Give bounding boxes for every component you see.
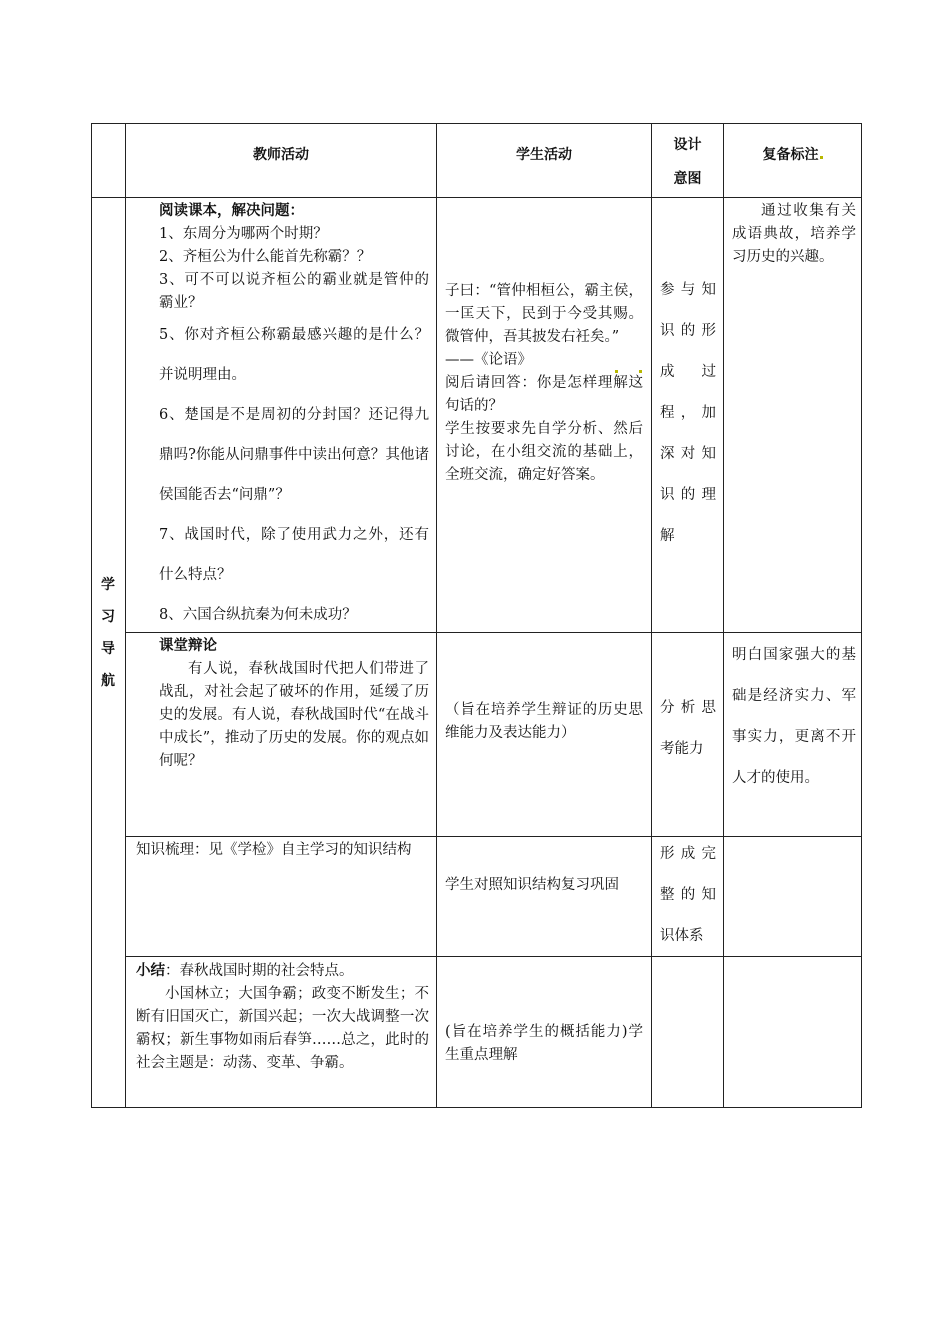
header-teacher-activity: 教师活动	[253, 147, 309, 163]
header-review-notes-label: 复备标注	[762, 147, 819, 163]
row2-student-activity: （旨在培养学生辩证的历史思维能力及表达能力）	[445, 702, 643, 741]
row1-question-8: 8、六国合纵抗秦为何未成功？	[159, 607, 357, 623]
row1-student-source: ——《论语》	[445, 352, 532, 368]
row1-question-7: 7、战国时代，除了使用武力之外，还有什么特点？	[159, 527, 429, 583]
lesson-plan-table	[91, 123, 862, 1108]
row2-design-intent: 分析思考能力	[660, 700, 716, 757]
side-char-2: 习	[101, 609, 115, 625]
table-divider-col2	[436, 123, 437, 1108]
row1-teacher-title: 阅读课本，解决问题：	[159, 203, 304, 219]
header-design-line1: 设计	[673, 137, 702, 153]
header-design-line2: 意图	[673, 171, 702, 187]
table-border-bottom	[91, 1107, 862, 1108]
row4-student-activity: (旨在培养学生的概括能力)学生重点理解	[445, 1024, 643, 1063]
table-border-top	[91, 123, 862, 124]
row1-student-quote: 子曰：“管仲相桓公，霸主侯，一匡天下，民到于今受其赐。微管仲，吾其披发右衽矣。”	[445, 283, 643, 345]
row3-student-activity: 学生对照知识结构复习巩固	[445, 877, 619, 893]
row3-teacher-activity: 知识梳理：见《学检》自主学习的知识结构	[136, 842, 412, 858]
table-divider-header	[91, 197, 862, 198]
side-char-4: 航	[101, 673, 115, 689]
row1-student-method: 学生按要求先自学分析、然后讨论，在小组交流的基础上，全班交流，确定好答案。	[445, 421, 643, 483]
side-char-3: 导	[101, 641, 115, 657]
row2-teacher-activity	[159, 635, 429, 773]
row1-student-question: 阅后请回答：你是怎样理解这句话的？	[445, 375, 643, 414]
row1-question-3: 3、可不可以说齐桓公的霸业就是管仲的霸业？	[159, 272, 429, 311]
table-border-right	[861, 123, 862, 1108]
row1-question-5: 5、你对齐桓公称霸最感兴趣的是什么？并说明理由。	[159, 327, 429, 383]
marker-dot	[615, 370, 618, 373]
row1-question-6: 6、楚国是不是周初的分封国？还记得九鼎吗?你能从问鼎事件中读出何意？其他诸侯国能否去“问鼎”？	[159, 407, 429, 503]
row1-student-activity	[445, 280, 643, 487]
row1-teacher-activity	[159, 200, 429, 635]
table-divider-row3	[125, 956, 862, 957]
row4-summary-heading: ：春秋战国时期的社会特点。	[165, 963, 354, 979]
marker-dot	[639, 370, 642, 373]
row1-design-intent: 参与知识的形成过程，加深对知识的理解	[660, 282, 716, 544]
header-design-intent	[652, 128, 723, 196]
row4-teacher-activity	[136, 960, 429, 1075]
header-review-notes	[724, 144, 861, 167]
side-label-learning-guide	[91, 569, 125, 697]
row2-review-notes: 明白国家强大的基础是经济实力、军事实力，更离不开人才的使用。	[732, 647, 856, 786]
table-divider-row2	[125, 836, 862, 837]
header-student-activity: 学生活动	[516, 147, 572, 163]
row2-teacher-title: 课堂辩论	[159, 638, 217, 654]
row4-summary-label: 小结	[136, 963, 165, 979]
row1-question-2: 2、齐桓公为什么能首先称霸？？	[159, 249, 372, 265]
row1-question-1: 1、东周分为哪两个时期？	[159, 226, 328, 242]
table-divider-col1	[125, 123, 126, 1108]
side-char-1: 学	[101, 577, 115, 593]
row2-teacher-text: 有人说，春秋战国时代把人们带进了战乱，对社会起了破坏的作用，延缓了历史的发展。有人说，春秋战国时代“在战斗中成长”，推动了历史的发展。你的观点如何呢？	[159, 661, 429, 769]
row4-teacher-heading	[136, 960, 429, 983]
table-divider-col4	[723, 123, 724, 1108]
row1-review-notes: 通过收集有关成语典故，培养学习历史的兴趣。	[732, 203, 856, 265]
row3-design-intent: 形成完整的知识体系	[660, 846, 716, 944]
table-divider-col3	[651, 123, 652, 1108]
row4-teacher-text: 小国林立；大国争霸；政变不断发生；不断有旧国灭亡，新国兴起；一次大战调整一次霸权；新生事物如雨后春笋……总之，此时的社会主题是：动荡、变革、争霸。	[136, 986, 429, 1071]
